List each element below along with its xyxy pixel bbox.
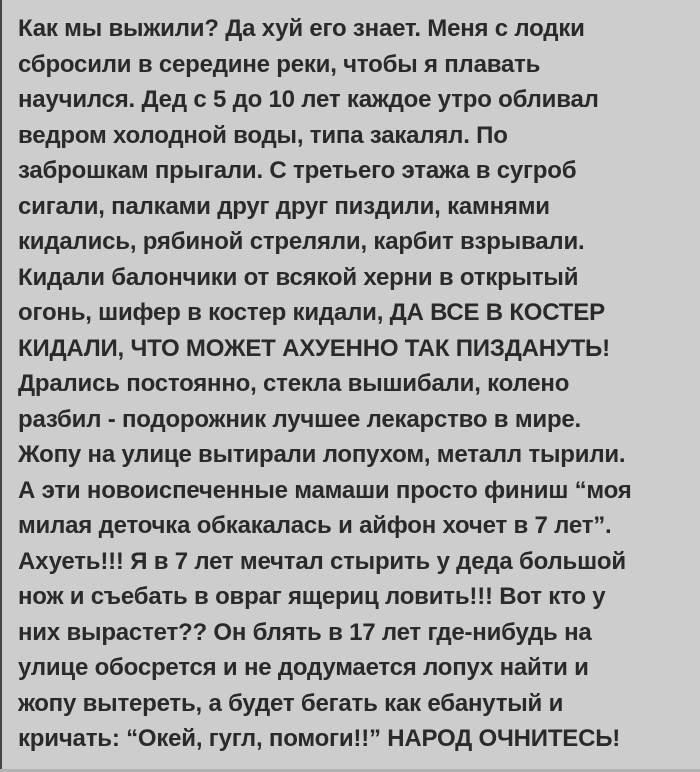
text-line: Как мы выжили? Да хуй его знает. Меня с лодки	[18, 15, 585, 42]
text-line: Ахуеть!!! Я в 7 лет мечтал стырить у деда большой	[18, 547, 626, 575]
text-line: кричать: “Окей, гугл, помоги!!” НАРОД ОЧНИТЕСЬ!	[18, 725, 621, 752]
text-line: кидались, рябиной стреляли, карбит взрывали.	[18, 228, 585, 255]
text-line: улице обосрется и не додумается лопух найти и	[18, 654, 589, 681]
text-line: жопу вытереть, а будет бегать как ебанутый и	[18, 689, 564, 717]
meme-text-block	[18, 11, 692, 757]
text-line: милая деточка обкакалась и айфон хочет в 7 лет”.	[18, 512, 612, 539]
text-line: научился. Дед с 5 до 10 лет каждое утро обливал	[18, 86, 599, 113]
text-line: огонь, шифер в костер кидали, ДА ВСЕ В КОСТЕР	[18, 299, 605, 326]
text-line: КИДАЛИ, ЧТО МОЖЕТ АХУЕННО ТАК ПИЗДАНУТЬ!	[18, 334, 610, 362]
text-line: Жопу на улице вытирали лопухом, металл тырили.	[18, 441, 626, 468]
text-line: сигали, палками друг друг пиздили, камнями	[18, 192, 550, 220]
text-line: Дрались постоянно, стекла вышибали, колено	[18, 370, 570, 397]
left-edge-strip	[0, 0, 2, 772]
text-line: сбросили в середине реки, чтобы я плавать	[18, 50, 541, 78]
text-line: заброшкам прыгали. С третьего этажа в сугроб	[18, 157, 577, 184]
text-line: ведром холодной воды, типа закалял. По	[18, 121, 508, 149]
text-line: них вырастет?? Он блять в 17 лет где-нибудь на	[18, 618, 592, 646]
text-line: разбил - подорожник лучшее лекарство в мире.	[18, 405, 582, 433]
text-line: А эти новоиспеченные мамаши просто финиш “моя	[18, 476, 632, 504]
text-line: нож и съебать в овраг ящериц ловить!!! Вот кто у	[18, 583, 606, 610]
text-line: Кидали балончики от всякой херни в открытый	[18, 263, 579, 291]
